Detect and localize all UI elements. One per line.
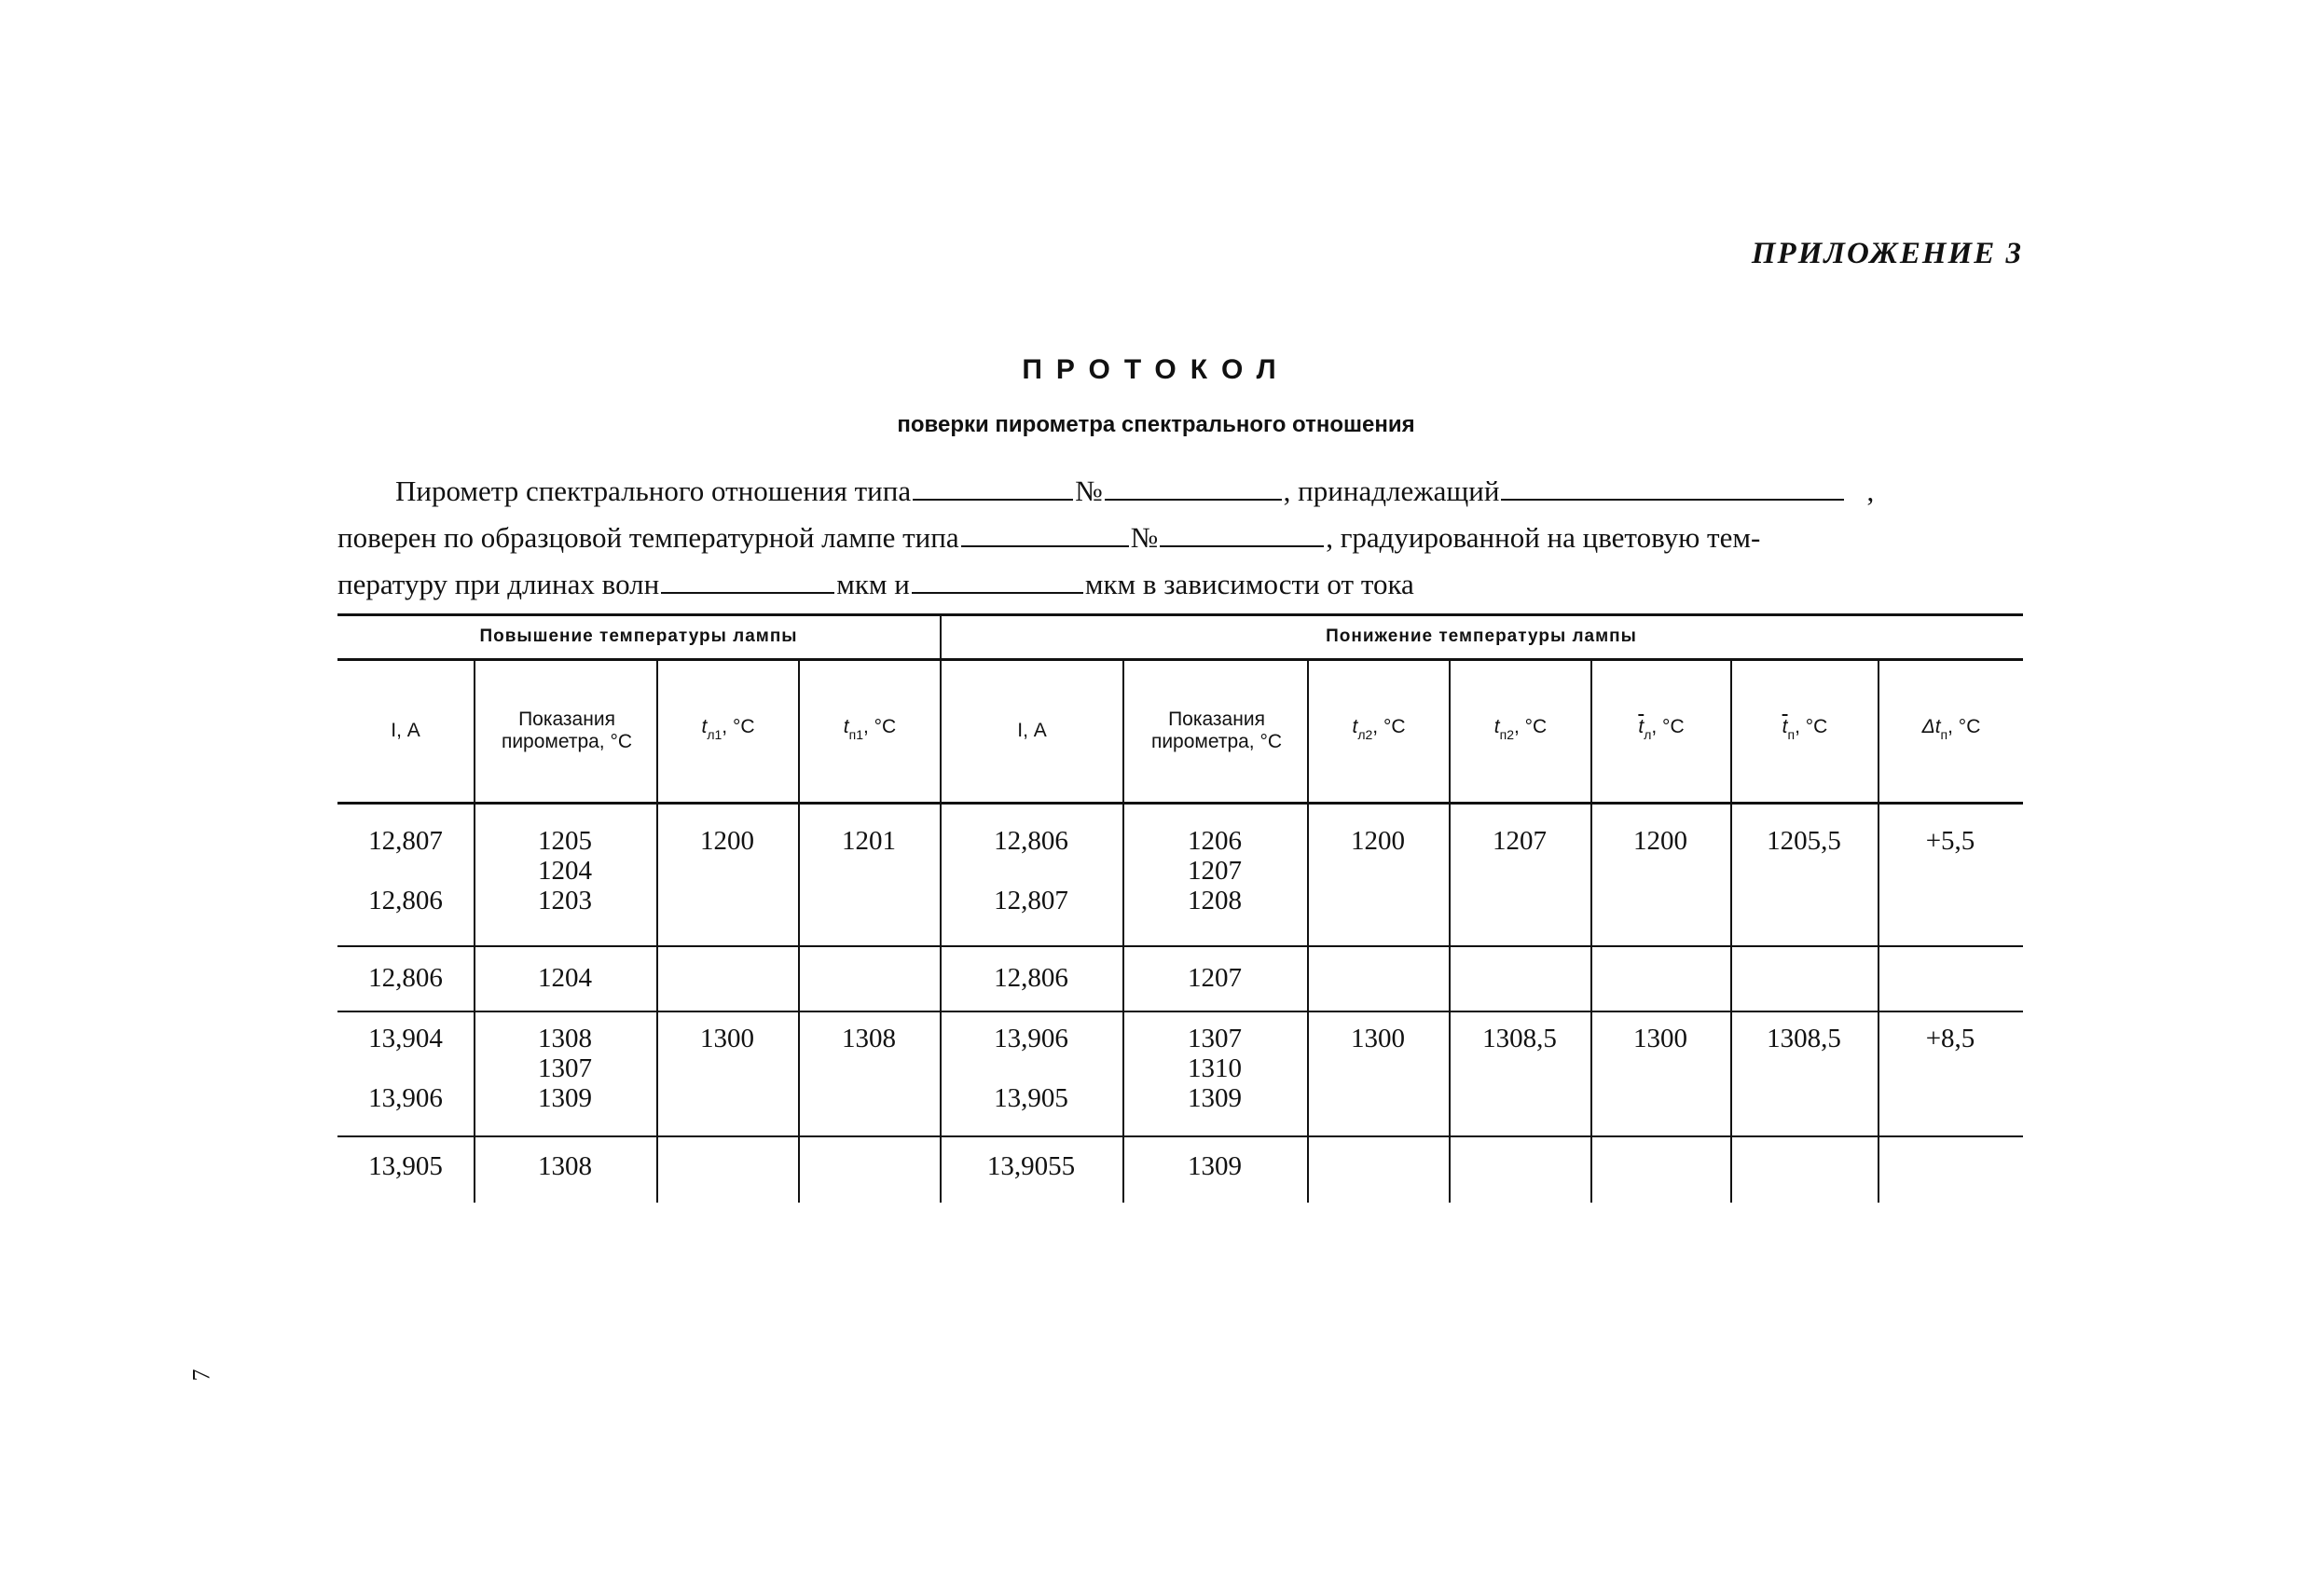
intro-text: пературу при длинах волн <box>337 568 660 600</box>
wavelength-1-field-blank <box>661 568 834 594</box>
intro-text: № <box>1130 521 1159 554</box>
column-header-readings: Показания пирометра, °С <box>501 709 633 752</box>
table-cell: 12,807 <box>368 826 443 856</box>
table-cell: 1300 <box>700 1024 754 1053</box>
column-header-tp2: $t_{п2}$, °С <box>1493 716 1548 742</box>
intro-paragraph <box>337 468 2023 608</box>
table-cell: 12,806 <box>368 963 443 993</box>
table-cell: 13,905 <box>994 1083 1068 1113</box>
column-divider <box>1122 660 1124 1203</box>
wavelength-2-field-blank <box>912 568 1083 594</box>
table-cell: 1308,5 <box>1767 1024 1841 1053</box>
calibration-table <box>337 613 2023 1203</box>
intro-text: № <box>1075 475 1103 507</box>
intro-text: мкм в зависимости от тока <box>1084 568 1414 600</box>
table-cell: 1309 <box>1188 1151 1242 1181</box>
column-header-rule <box>337 802 2023 805</box>
table-cell: 12,806 <box>994 963 1068 993</box>
table-cell: 1308 <box>538 1151 592 1181</box>
column-header-tp1: $t_{п1}$, °С <box>843 716 897 742</box>
page-number: 7 <box>187 1369 215 1382</box>
type-field-blank <box>913 475 1073 501</box>
table-cell: 13,904 <box>368 1024 443 1053</box>
intro-text: поверен по образцовой температурной лампе типа <box>337 521 959 554</box>
table-cell: 12,806 <box>368 886 443 915</box>
table-cell: 1307 1310 1309 <box>1188 1024 1242 1113</box>
table-cell: +8,5 <box>1925 1024 1975 1053</box>
table-cell: 13,906 <box>368 1083 443 1113</box>
table-cell: 1200 <box>1351 826 1405 856</box>
column-header-delta-tp: $\Delta t_п$, °С <box>1921 716 1981 742</box>
table-cell: 1207 <box>1493 826 1547 856</box>
number-field-blank <box>1105 475 1282 501</box>
lamp-type-field-blank <box>961 521 1129 547</box>
intro-text: , <box>1866 475 1875 507</box>
intro-text: , градуированной на цветовую тем- <box>1326 521 1761 554</box>
table-cell: 1204 <box>538 963 592 993</box>
column-header-tl2: $t_{л2}$, °С <box>1352 716 1406 742</box>
group-header-up: Повышение температуры лампы <box>479 626 798 646</box>
table-cell: 1200 <box>1633 826 1687 856</box>
column-header-tl-avg: $\overline{t}_л$, °С <box>1638 716 1685 742</box>
table-cell: 1200 <box>700 826 754 856</box>
appendix-label: ПРИЛОЖЕНИЕ 3 <box>1751 237 2023 270</box>
group-header-down: Понижение температуры лампы <box>1326 626 1637 646</box>
table-cell: 1201 <box>842 826 896 856</box>
column-header-current: I, А <box>1017 720 1047 741</box>
table-cell: +5,5 <box>1925 826 1975 856</box>
intro-text: мкм и <box>836 568 910 600</box>
table-cell: 1207 <box>1188 963 1242 993</box>
document-title: ПРОТОКОЛ <box>1022 354 1290 385</box>
owner-field-blank <box>1501 475 1844 501</box>
table-cell: 1308 1307 1309 <box>538 1024 592 1113</box>
lamp-number-field-blank <box>1160 521 1324 547</box>
table-cell: 1206 1207 1208 <box>1188 826 1242 915</box>
row-rule <box>337 945 2023 947</box>
table-cell: 13,906 <box>994 1024 1068 1053</box>
intro-text: Пирометр спектрального отношения типа <box>395 475 912 507</box>
row-rule <box>337 1135 2023 1137</box>
intro-line-1 <box>337 468 2023 515</box>
intro-text: , принадлежащий <box>1283 475 1500 507</box>
document-subtitle: поверки пирометра спектрального отношения <box>897 412 1415 437</box>
column-header-current: I, А <box>391 720 420 741</box>
table-cell: 1308,5 <box>1482 1024 1557 1053</box>
table-cell: 1300 <box>1633 1024 1687 1053</box>
column-header-readings: Показания пирометра, °С <box>1150 709 1283 752</box>
intro-line-3 <box>337 561 2023 608</box>
table-cell: 1205,5 <box>1767 826 1841 856</box>
table-cell: 1300 <box>1351 1024 1405 1053</box>
column-divider <box>474 660 475 1203</box>
column-header-tl1: $t_{л1}$, °С <box>701 716 755 742</box>
table-cell: 1308 <box>842 1024 896 1053</box>
table-cell: 13,905 <box>368 1151 443 1181</box>
table-cell: 12,807 <box>994 886 1068 915</box>
intro-line-2 <box>337 515 2023 561</box>
table-cell: 1205 1204 1203 <box>538 826 592 915</box>
column-header-tp-avg: $\overline{t}_п$, °С <box>1782 716 1828 742</box>
table-cell: 12,806 <box>994 826 1068 856</box>
table-cell: 13,9055 <box>986 1151 1076 1181</box>
row-rule <box>337 1011 2023 1012</box>
